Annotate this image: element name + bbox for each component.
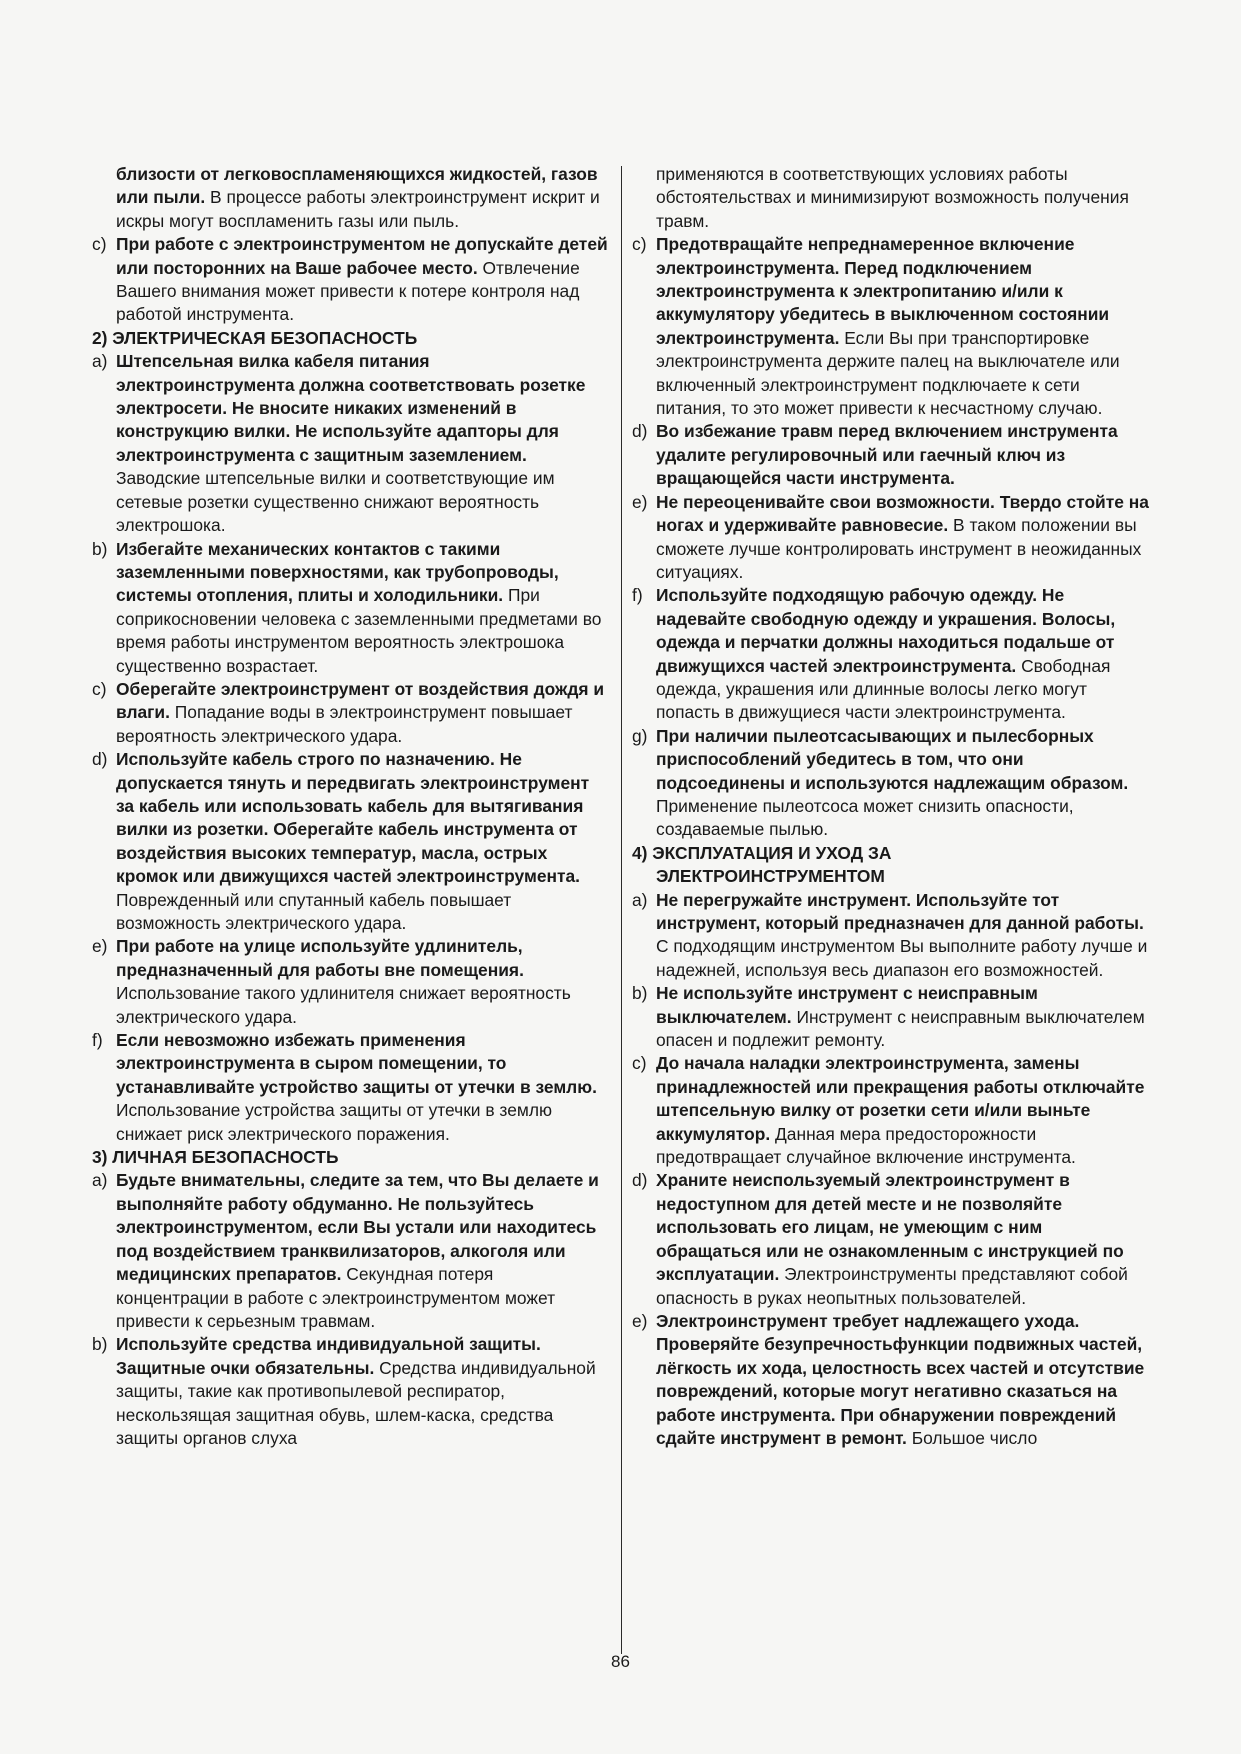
item-marker: e)	[92, 936, 108, 957]
item-marker: f)	[632, 585, 643, 606]
list-item	[632, 584, 1152, 724]
item-marker: b)	[92, 538, 108, 559]
item-bold-text: До начала наладки электроинструмента, замены принадлежностей или прекращения работы отключайте штепсельную вилку от розетки сети и/или выньте аккумулятор.	[656, 1053, 1145, 1144]
left-column	[92, 163, 610, 1450]
list-item	[632, 1169, 1152, 1309]
item-marker: f)	[92, 1030, 103, 1051]
list-item	[632, 982, 1152, 1052]
item-text: Применение пылеотсоса может снизить опасности, создаваемые пылью.	[656, 795, 1074, 840]
item-text: Использование устройства защиты от утечки в землю снижает риск электрического поражения.	[116, 1100, 553, 1144]
item-marker: b)	[92, 1334, 108, 1355]
list-item	[92, 935, 610, 1029]
item-text: применяются в соответствующих условиях работы обстоятельствах и минимизируют возможность получения травм.	[656, 164, 1129, 231]
item-text: Свободная одежда, украшения или длинные волосы легко могут попасть в движущиеся части электроинструмента.	[656, 655, 1111, 723]
item-marker: d)	[632, 421, 648, 442]
item-text: Инструмент с неисправным выключателем опасен и подлежит ремонту.	[656, 1006, 1145, 1051]
item-bold-text: Не используйте инструмент с неисправным выключателем.	[656, 983, 1038, 1027]
item-bold-text: Не переоценивайте свои возможности. Твердо стойте на ногах и удерживайте равновесие.	[656, 491, 1149, 536]
section-heading: 4) ЭКСПЛУАТАЦИЯ И УХОД ЗА	[632, 842, 892, 863]
item-text: Секундная потеря концентрации в работе с электроинструментом может привести к серьезным травмам.	[116, 1264, 556, 1331]
list-item	[92, 163, 610, 233]
item-marker: b)	[632, 983, 648, 1004]
item-text: Поврежденный или спутанный кабель повышает возможность электрического удара.	[116, 889, 512, 933]
item-text: С подходящим инструментом Вы выполните работу лучше и надежней, используя весь диапазон его возможностей.	[656, 936, 1148, 980]
item-text: Использование такого удлинителя снижает вероятность электрического удара.	[116, 983, 571, 1027]
item-marker: c)	[92, 678, 107, 699]
item-bold-text: Используйте кабель строго по назначению. Не допускается тянуть и передвигать электроинструмент за кабель или использовать кабель для вытягивания вилки из розетки. Оберегайте кабель инструмента от воздействия высоких температур, масла, острых кромок или движущихся частей электроинструмента.	[116, 749, 590, 887]
item-bold-text: Будьте внимательны, следите за тем, что Вы делаете и выполняйте работу обдуманно. Не пользуйтесь электроинструментом, если Вы устали или находитесь под воздействием транквилизаторов, алкоголя или медицинских препаратов.	[116, 1170, 599, 1285]
page-number: 86	[611, 1652, 630, 1671]
item-bold-text: Штепсельная вилка кабеля питания электроинструмента должна соответствовать розетке электросети. Не вносите никаких изменений в конструкцию вилки. Не используйте адапторы для электроинструмента с защитным заземлением.	[116, 351, 586, 465]
item-marker: a)	[92, 351, 108, 372]
item-marker: g)	[632, 725, 648, 746]
item-text: Отвлечение Вашего внимания может привести к потере контроля над работой инструмента.	[116, 257, 580, 325]
item-marker: d)	[92, 749, 108, 770]
item-bold-text: Если невозможно избежать применения электроинструмента в сыром помещении, то устанавливайте устройство защиты от утечки в землю.	[116, 1030, 597, 1097]
item-marker: a)	[92, 1170, 108, 1191]
item-bold-text: Избегайте механических контактов с такими заземленными поверхностями, как трубопроводы, системы отопления, плиты и холодильники.	[116, 538, 559, 606]
list-item	[632, 233, 1152, 420]
item-marker: e)	[632, 1310, 648, 1331]
item-bold-text: Храните неиспользуемый электроинструмент в недоступном для детей месте и не позволяйте использовать его лицам, не умеющим с ним обращаться или не ознакомленным с инструкцией по эксплуатации.	[656, 1170, 1124, 1285]
list-item	[92, 350, 610, 537]
section-heading: 3) ЛИЧНАЯ БЕЗОПАСНОСТЬ	[92, 1147, 339, 1168]
item-text: Заводские штепсельные вилки и соответствующие им сетевые розетки существенно снижают вероятность электрошока.	[116, 468, 555, 536]
item-bold-text: Используйте средства индивидуальной защиты. Защитные очки обязательны.	[116, 1334, 541, 1378]
section-heading: 2) ЭЛЕКТРИЧЕСКАЯ БЕЗОПАСНОСТЬ	[92, 327, 418, 348]
list-item	[632, 725, 1152, 842]
section-heading-continued: ЭЛЕКТРОИНСТРУМЕНТОМ	[656, 866, 885, 887]
item-bold-text: При наличии пылеотсасывающих и пылесборных приспособлений убедитесь в том, что они подсоединены и используются надлежащим образом.	[656, 725, 1129, 793]
list-item	[632, 1052, 1152, 1169]
item-text: Попадание воды в электроинструмент повышает вероятность электрического удара.	[116, 702, 573, 746]
item-bold-text: Оберегайте электроинструмент от воздействия дождя и влаги.	[116, 678, 605, 723]
item-bold-text: Предотвращайте непреднамеренное включение электроинструмента. Перед подключением электроинструмента к электропитанию и/или к аккумулятору убедитесь в выключенном состоянии электроинструмента.	[656, 234, 1110, 348]
item-text: Если Вы при транспортировке электроинструмента держите палец на выключателе или включенный электроинструмент подключаете к сети питания, то это может привести к несчастному случаю.	[656, 327, 1120, 419]
item-marker: e)	[632, 491, 648, 512]
column-divider	[621, 166, 622, 1654]
item-marker: d)	[632, 1170, 648, 1191]
item-bold-text: близости от легковоспламеняющихся жидкостей, газов или пыли.	[116, 164, 598, 208]
list-item	[92, 1333, 610, 1450]
list-item	[92, 678, 610, 748]
list-item	[632, 889, 1152, 983]
item-text: При соприкосновении человека с заземленными предметами во время работы инструментом вероятность электрошока существенно возрастает.	[116, 585, 602, 676]
item-bold-text: При работе с электроинструментом не допускайте детей или посторонних на Ваше рабочее место.	[116, 234, 608, 278]
item-marker: a)	[632, 889, 648, 910]
list-item	[92, 538, 610, 678]
list-item	[632, 1310, 1152, 1450]
list-item	[632, 491, 1152, 585]
item-bold-text: Используйте подходящую рабочую одежду. Не надевайте свободную одежду и украшения. Волосы, одежда и перчатки должны находиться подальше от движущихся частей электроинструмента.	[656, 585, 1116, 676]
item-bold-text: Во избежание травм перед включением инструмента удалите регулировочный или гаечный ключ из вращающейся части инструмента.	[656, 421, 1118, 489]
item-marker: c)	[632, 1053, 647, 1074]
list-item	[92, 1029, 610, 1146]
item-text: Данная мера предосторожности предотвращает случайное включение инструмента.	[656, 1123, 1076, 1168]
item-text: Электроинструменты представляют собой опасность в руках неопытных пользователей.	[656, 1264, 1128, 1308]
list-item	[632, 163, 1152, 233]
item-text: Средства индивидуальной защиты, такие как противопылевой респиратор, нескользящая защитная обувь, шлем-каска, средства защиты органов слуха	[116, 1357, 596, 1448]
item-bold-text: Электроинструмент требует надлежащего ухода. Проверяйте безупречностьфункции подвижных частей, лёгкость их хода, целостность всех частей и отсутствие повреждений, которые могут негативно сказаться на работе инструмента. При обнаружении повреждений сдайте инструмент в ремонт.	[656, 1310, 1145, 1448]
list-item	[92, 233, 610, 327]
list-item	[632, 420, 1152, 490]
item-marker: c)	[92, 234, 107, 255]
item-marker: c)	[632, 234, 647, 255]
item-text: В таком положении вы сможете лучше контролировать инструмент в неожиданных ситуациях.	[656, 515, 1142, 582]
list-item	[92, 748, 610, 935]
item-bold-text: Не перегружайте инструмент. Используйте тот инструмент, который предназначен для данной работы.	[656, 889, 1144, 933]
item-text: В процессе работы электроинструмент искрит и искры могут воспламенить газы или пыль.	[116, 187, 600, 231]
list-item	[92, 1169, 610, 1333]
item-text: Большое число	[911, 1427, 1038, 1448]
right-column	[632, 163, 1152, 1450]
item-bold-text: При работе на улице используйте удлинитель, предназначенный для работы вне помещения.	[116, 936, 524, 980]
